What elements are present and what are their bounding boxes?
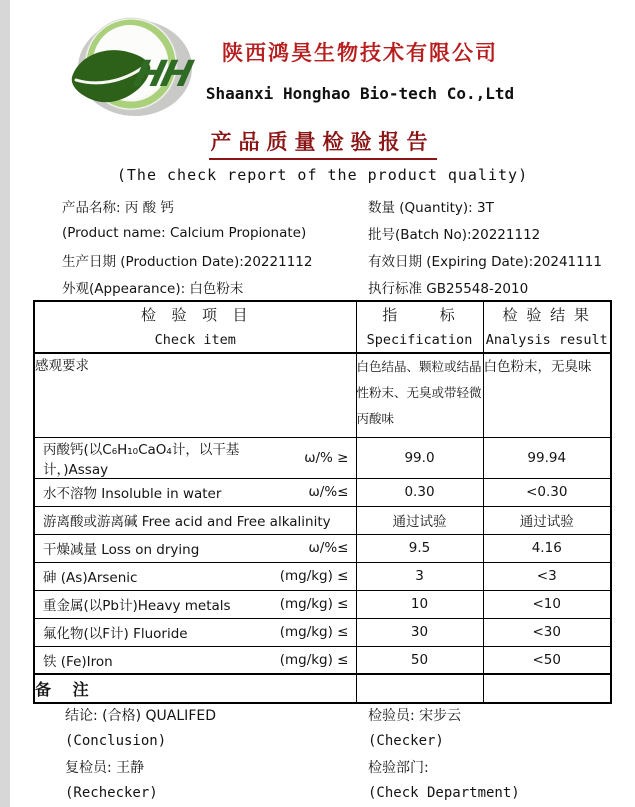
- info-row: [62, 192, 610, 219]
- item-cell: 丙酸钙(以C₆H₁₀CaO₄计，以干基计，)Assay ω/% ≥: [34, 437, 356, 478]
- report-title: 产品质量检验报告: [209, 126, 437, 160]
- info-row: [62, 273, 610, 300]
- table-row-appearance: [34, 353, 611, 437]
- result-cell: 99.94: [483, 437, 611, 478]
- remark-result-empty: [483, 674, 611, 703]
- item-cell: 铁 (Fe)Iron (mg/kg) ≤: [34, 646, 356, 674]
- table-row-fluoride: [34, 618, 611, 646]
- table-row-arsenic: [34, 562, 611, 590]
- footer-row: [65, 780, 610, 806]
- spec-cell: 白色结晶、颗粒或结晶性粉末、无臭或带轻微丙酸味: [356, 353, 483, 437]
- spec-cell: 99.0: [356, 437, 483, 478]
- quantity-value: 数量 (Quantity): 3T: [368, 199, 494, 216]
- item-cell: 感观要求: [34, 353, 356, 437]
- production-date: 生产日期 (Production Date):20221112: [62, 253, 313, 270]
- department-cn: 检验部门:: [368, 760, 429, 776]
- table-row-assay: [34, 437, 611, 478]
- result-cell: <0.30: [483, 478, 611, 506]
- spec-cell: 50: [356, 646, 483, 674]
- table-row-heavy-metals: [34, 590, 611, 618]
- result-cell: <30: [483, 618, 611, 646]
- result-cell: 4.16: [483, 534, 611, 562]
- info-row: [62, 219, 610, 246]
- checker-cn: 检验员: 宋步云: [368, 708, 462, 724]
- item-cell: 水不溶物 Insoluble in water ω/%≤: [34, 478, 356, 506]
- report-title-wrap: [10, 126, 635, 160]
- result-cell: 白色粉末，无臭味: [483, 353, 611, 437]
- rechecker-cn: 复检员: 王静: [65, 760, 145, 776]
- footer-row: [65, 728, 610, 754]
- expiring-date: 有效日期 (Expiring Date):20241111: [368, 253, 602, 270]
- company-logo-leaf-icon: [66, 13, 198, 119]
- table-row-insoluble: [34, 478, 611, 506]
- info-row: [62, 246, 610, 273]
- spec-cell: 通过试验: [356, 506, 483, 534]
- product-name-en: (Product name: Calcium Propionate): [62, 224, 307, 241]
- conclusion-cn: 结论: (合格) QUALIFED: [65, 708, 216, 724]
- remark-label: 备 注: [34, 674, 356, 703]
- item-cell: 游离酸或游离碱 Free acid and Free alkalinity: [34, 506, 356, 534]
- product-info-block: [62, 192, 610, 300]
- item-cell: 干燥减量 Loss on drying ω/%≤: [34, 534, 356, 562]
- footer-row: [65, 702, 610, 728]
- department-en: (Check Department): [368, 785, 520, 801]
- logo-monogram: HH: [129, 52, 195, 95]
- company-name-en: Shaanxi Honghao Bio-tech Co.,Ltd: [205, 84, 515, 103]
- table-header-row: [34, 301, 611, 353]
- table-row-remark: [34, 674, 611, 703]
- qc-table: [33, 300, 612, 704]
- table-row-free-acid: [34, 506, 611, 534]
- item-cell: 砷 (As)Arsenic (mg/kg) ≤: [34, 562, 356, 590]
- standard-code: 执行标准 GB25548-2010: [368, 280, 529, 297]
- report-subtitle: (The check report of the product quality): [116, 166, 529, 184]
- item-cell: 重金属(以Pb计)Heavy metals (mg/kg) ≤: [34, 590, 356, 618]
- header-specification: 指 标 Specification: [356, 301, 483, 353]
- header-analysis-result: 检 验 结 果 Analysis result: [483, 301, 611, 353]
- batch-no: 批号(Batch No):20221112: [368, 226, 541, 243]
- rechecker-en: (Rechecker): [65, 785, 158, 801]
- company-name-cn: 陕西鸿昊生物技术有限公司: [222, 41, 498, 65]
- spec-cell: 0.30: [356, 478, 483, 506]
- spec-cell: 3: [356, 562, 483, 590]
- checker-en: (Checker): [368, 733, 444, 749]
- header-check-item: 检 验 项 目 Check item: [34, 301, 356, 353]
- result-cell: 通过试验: [483, 506, 611, 534]
- spec-cell: 30: [356, 618, 483, 646]
- table-row-loss-on-drying: [34, 534, 611, 562]
- result-cell: <10: [483, 590, 611, 618]
- result-cell: <3: [483, 562, 611, 590]
- footer-row: [65, 754, 610, 780]
- item-cell: 氟化物(以F计) Fluoride (mg/kg) ≤: [34, 618, 356, 646]
- table-row-iron: [34, 646, 611, 674]
- result-cell: <50: [483, 646, 611, 674]
- scan-edge-strip: [0, 0, 10, 807]
- appearance-value: 外观(Appearance): 白色粉末: [62, 280, 244, 297]
- spec-cell: 10: [356, 590, 483, 618]
- signature-block: [65, 702, 610, 806]
- conclusion-en: (Conclusion): [65, 733, 167, 749]
- remark-spec-empty: [356, 674, 483, 703]
- product-name-cn: 产品名称: 丙 酸 钙: [62, 199, 174, 216]
- spec-cell: 9.5: [356, 534, 483, 562]
